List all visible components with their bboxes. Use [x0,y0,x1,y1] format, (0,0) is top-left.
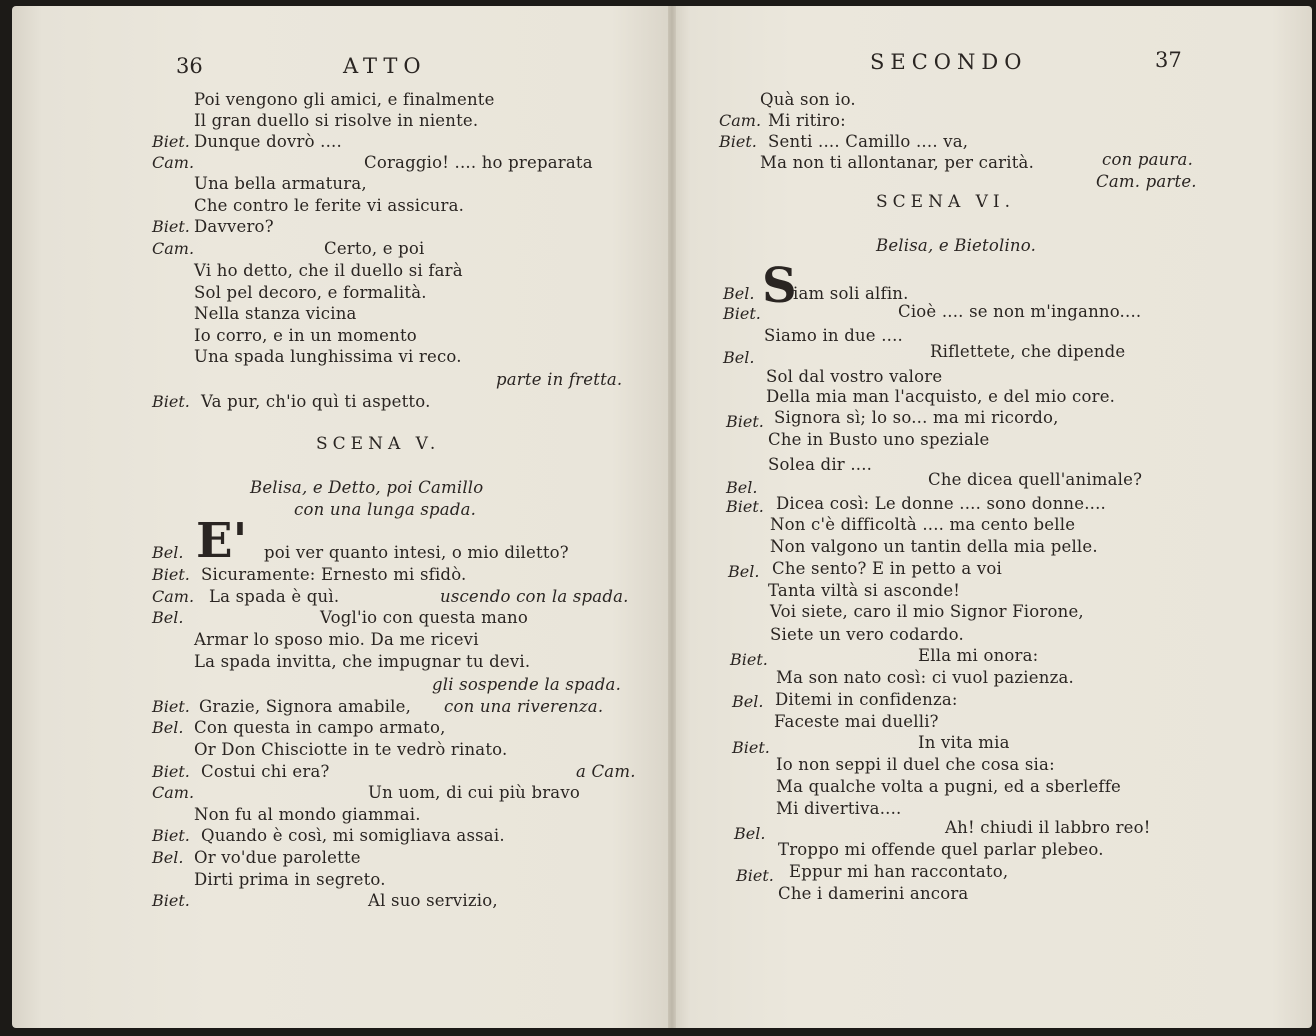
text-line: Della mia man l'acquisto, e del mio core. [766,387,1116,406]
text-line: In vita mia [918,733,1010,752]
text-line: Sicuramente: Ernesto mi sfidò. [201,565,467,584]
text-line: Con questa in campo armato, [194,718,446,737]
text-line: Eppur mi han raccontato, [789,862,1009,881]
speaker-label: Biet. [152,891,190,910]
text-line: Il gran duello si risolve in niente. [194,111,479,130]
text-line: Sol pel decoro, e formalità. [194,283,427,302]
text-line: Quà son io. [760,90,856,109]
scene-characters: Belisa, e Detto, poi Camillo [250,478,484,497]
text-line: Mi ritiro: [768,111,846,130]
scene-characters: Belisa, e Bietolino. [876,236,1037,255]
left-running-head: ATTO [343,54,427,78]
text-line: Che i damerini ancora [778,884,969,903]
scene-title: SCENA VI. [876,192,1016,212]
speaker-label: Bel. [723,348,755,367]
text-line: poi ver quanto intesi, o mio diletto? [264,543,569,562]
speaker-label: Bel. [723,284,755,303]
left-page-number: 36 [176,54,203,78]
text-line: Non fu al mondo giammai. [194,805,421,824]
text-line: Troppo mi offende quel parlar plebeo. [778,840,1104,859]
stage-direction: parte in fretta. [496,370,623,389]
text-line: Costui chi era? [201,762,330,781]
text-line: Non valgono un tantin della mia pelle. [770,537,1098,556]
text-line: Or Don Chisciotte in te vedrò rinato. [194,740,508,759]
speaker-label: Biet. [152,565,190,584]
speaker-label: Biet. [732,738,770,757]
speaker-label: Cam. [152,783,195,802]
text-line: Armar lo sposo mio. Da me ricevi [194,630,479,649]
text-line: Vogl'io con questa mano [320,608,528,627]
scene-title: SCENA V. [316,434,441,454]
speaker-label: Biet. [730,650,768,669]
speaker-label: Bel. [726,478,758,497]
text-line: Signora sì; lo so... ma mi ricordo, [774,408,1059,427]
text-line: Cioè .... se non m'inganno.... [898,302,1142,321]
speaker-label: Biet. [736,866,774,885]
text-line: Ma son nato così: ci vuol pazienza. [776,668,1074,687]
book-gutter [668,6,676,1028]
text-line: Ma qualche volta a pugni, ed a sberleffe [776,777,1121,796]
text-line: La spada invitta, che impugnar tu devi. [194,652,531,671]
speaker-label: Cam. [152,239,195,258]
speaker-label: Biet. [726,412,764,431]
stage-direction: con una riverenza. [444,697,604,716]
speaker-label: Bel. [152,608,184,627]
text-line: Che dicea quell'animale? [928,470,1143,489]
text-line: Dirti prima in segreto. [194,870,386,889]
text-line: Riflettete, che dipende [930,342,1126,361]
text-line: Vi ho detto, che il duello si farà [194,261,463,280]
speaker-label: Biet. [719,132,757,151]
text-line: Dunque dovrò .... [194,132,342,151]
text-line: Che contro le ferite vi assicura. [194,196,465,215]
text-line: Ella mi onora: [918,646,1039,665]
text-line: Senti .... Camillo .... va, [768,132,969,151]
text-line: Ma non ti allontanar, per carità. [760,153,1035,172]
stage-direction: Cam. parte. [1096,172,1197,191]
speaker-label: Bel. [728,562,760,581]
drop-cap: S [762,258,797,314]
text-line: Io corro, e in un momento [194,326,417,345]
text-line: La spada è quì. [209,587,340,606]
speaker-label: Bel. [152,718,184,737]
speaker-label: Biet. [726,497,764,516]
speaker-label: Biet. [152,697,190,716]
text-line: Ditemi in confidenza: [775,690,958,709]
speaker-label: Bel. [734,824,766,843]
text-line: Va pur, ch'io quì ti aspetto. [201,392,431,411]
text-line: Or vo'due parolette [194,848,361,867]
speaker-label: Biet. [152,762,190,781]
speaker-label: Biet. [152,132,190,151]
text-line: Dicea così: Le donne .... sono donne.... [776,494,1106,513]
drop-cap: E' [196,513,248,569]
text-line: Una spada lunghissima vi reco. [194,347,462,366]
text-line: Ah! chiudi il labbro reo! [945,818,1151,837]
text-line: Una bella armatura, [194,174,367,193]
text-line: Coraggio! .... ho preparata [364,153,593,172]
text-line: Davvero? [194,217,274,236]
right-running-head: SECONDO [870,50,1028,74]
speaker-label: Cam. [152,153,195,172]
stage-direction: uscendo con la spada. [440,587,629,606]
text-line: Un uom, di cui più bravo [368,783,581,802]
text-line: Siamo in due .... [764,326,903,345]
text-line: iam soli alfin. [793,284,909,303]
text-line: Faceste mai duelli? [774,712,939,731]
stage-direction: gli sospende la spada. [432,675,622,694]
text-line: Non c'è difficoltà .... ma cento belle [770,515,1076,534]
text-line: Voi siete, caro il mio Signor Fiorone, [770,602,1084,621]
speaker-label: Biet. [723,304,761,323]
text-line: Tanta viltà si asconde! [768,581,961,600]
right-page-number: 37 [1155,48,1182,72]
speaker-label: Biet. [152,392,190,411]
speaker-label: Bel. [732,692,764,711]
text-line: Nella stanza vicina [194,304,357,323]
speaker-label: Cam. [719,111,762,130]
text-line: Che sento? E in petto a voi [772,559,1002,578]
text-line: Sol dal vostro valore [766,367,943,386]
speaker-label: Biet. [152,217,190,236]
text-line: Certo, e poi [324,239,425,258]
speaker-label: Bel. [152,848,184,867]
text-line: Grazie, Signora amabile, [199,697,412,716]
text-line: Mi divertiva.... [776,799,902,818]
speaker-label: Bel. [152,543,184,562]
text-line: Solea dir .... [768,455,873,474]
text-line: Che in Busto uno speziale [768,430,990,449]
speaker-label: Biet. [152,826,190,845]
text-line: Al suo servizio, [368,891,498,910]
speaker-label: Cam. [152,587,195,606]
text-line: Siete un vero codardo. [770,625,964,644]
text-line: Quando è così, mi somigliava assai. [201,826,505,845]
text-line: Io non seppi il duel che cosa sia: [776,755,1055,774]
text-line: Poi vengono gli amici, e finalmente [194,90,495,109]
stage-direction: a Cam. [576,762,636,781]
stage-direction: con paura. [1102,150,1194,169]
scene-characters: con una lunga spada. [294,500,477,519]
